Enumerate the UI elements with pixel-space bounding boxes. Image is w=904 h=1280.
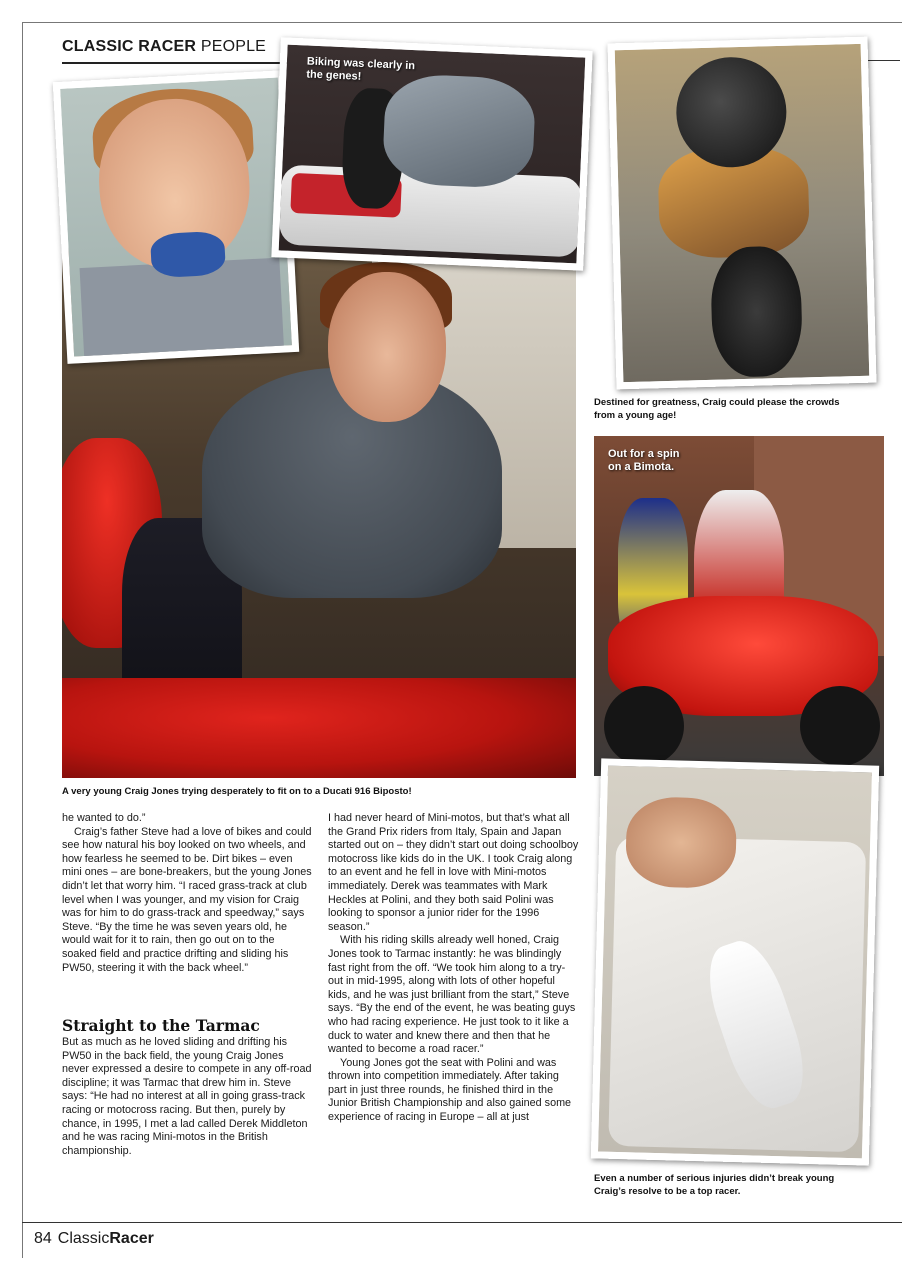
header-rule	[62, 62, 290, 64]
hospital-caption: Even a number of serious injuries didn’t break young Craig’s resolve to be a top racer.	[594, 1173, 835, 1197]
wheelie-caption: Destined for greatness, Craig could please the crowds from a young age!	[594, 397, 840, 421]
article-column-2	[328, 812, 580, 1125]
brand-light: Classic	[57, 1230, 110, 1247]
section-header-rest: PEOPLE	[200, 38, 267, 55]
article-paragraph: I had never heard of Mini-motos, but that’s what all the Grand Prix riders from Italy, Spain and Japan started out on – they didn’t start out doing schoolboy motocross like kids do in the UK. I took Craig along to an event and he fell in love with Mini-motos immediately. Derek was teammates with Mark Heckles at Polini, and they both said Polini was looking to sponsor a junior rider for the 1996 season.”	[328, 812, 579, 933]
article-paragraph: Young Jones got the seat with Polini and was thrown into competition immediately. After taking part in just three rounds, he finished third in the Junior British Championship and also gained some experience of racing in Europe – all at just	[328, 1056, 572, 1124]
article-paragraph: With his riding skills already well honed, Craig Jones took to Tarmac instantly: he was blindingly fast right from the off. “We took him along to a try-out in mid-1995, along with lots of other hopeful kids, and he was just brilliant from the start,” Steve says. “By the end of the event, he was beating guys who had racing experience. He just took to it like a duck to water and knew there and then that he wanted to become a road racer.”	[328, 934, 576, 1056]
brand-bold: Racer	[109, 1230, 154, 1247]
hospital-photo	[591, 758, 879, 1165]
bimota-photo	[594, 436, 884, 776]
article-subhead: Straight to the Tarmac	[62, 1016, 260, 1035]
article-paragraph: Craig’s father Steve had a love of bikes and could see how natural his boy looked on two wheels, and how fearless he seemed to be. Dirt bikes – even mini ones – are bone-breakers, but the young Jones didn’t let that worry him. “I raced grass-track at club level when I was younger, and my vision for Craig was for him to do grass-track and speedway,” says Steve. “By the time he was seven years old, he would wait for it to rain, then go out on to the soaked field and practice drifting and sliding his PW50, steering it with the back wheel.”	[62, 825, 312, 974]
section-header	[62, 38, 266, 56]
article-paragraph: But as much as he loved sliding and drifting his PW50 in the back field, the young Craig Jones never expressed a desire to compete in any off-road discipline; it was Tarmac that drew him in. Steve says: “He had no interest at all in going grass-track racing or motocross racing. But then, purely by chance, in 1995, I met a lad called Derek Middleton and he was racing Mini-motos in the British championship.	[62, 1036, 312, 1157]
baby-photo	[53, 70, 299, 364]
article-column-1	[62, 812, 312, 975]
page-footer	[34, 1230, 154, 1248]
article-column-1b	[62, 1036, 312, 1158]
bimota-photo-overlay-text: Out for a spin on a Bimota.	[608, 448, 680, 473]
article-paragraph: he wanted to do.”	[62, 812, 146, 824]
yamaha-photo	[271, 37, 592, 270]
wheelie-photo	[608, 37, 877, 390]
yamaha-photo-overlay-text: Biking was clearly in the genes!	[306, 55, 416, 83]
section-header-bold: CLASSIC RACER	[62, 38, 197, 55]
footer-rule	[22, 1222, 902, 1223]
page-number: 84	[34, 1230, 52, 1247]
ducati-caption: A very young Craig Jones trying desperately to fit on to a Ducati 916 Biposto!	[62, 786, 412, 797]
